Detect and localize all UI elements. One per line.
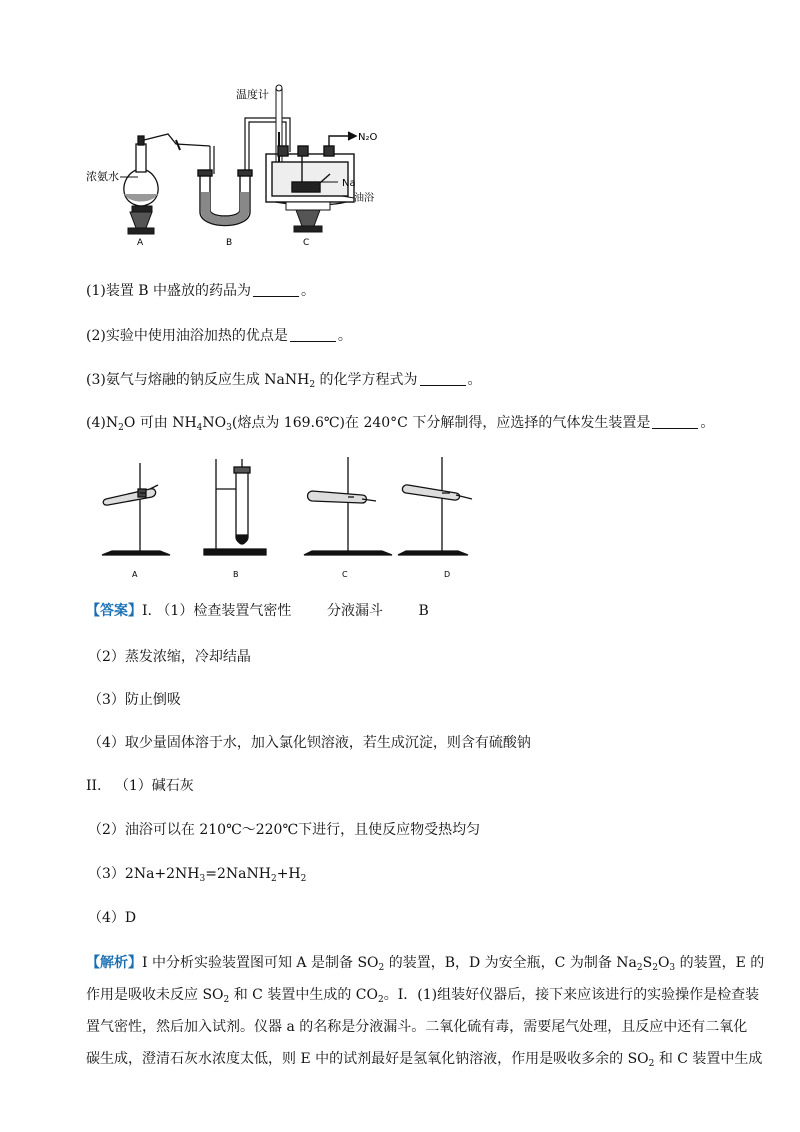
analysis-text: 作用是吸收未反应 SO bbox=[86, 987, 224, 1003]
subscript: 2 bbox=[377, 995, 384, 1005]
analysis-text: 和 C 装置中生成的 CO bbox=[229, 987, 378, 1003]
question-3-rest: 的化学方程式为 bbox=[315, 372, 418, 388]
subscript: 3 bbox=[669, 963, 676, 973]
subscript: 2 bbox=[118, 423, 124, 433]
answer-line-4: （4）取少量固体溶于水，加入氯化钡溶液，若生成沉淀，则含有硫酸钠 bbox=[88, 735, 531, 751]
subscript: 3 bbox=[226, 423, 232, 433]
question-4-text: (熔点为 169.6℃)在 240°C 下分解制得，应选择的气体发生装置是 bbox=[231, 415, 651, 431]
analysis-line-3: 置气密性，然后加入试剂。仪器 a 的名称是分液漏斗。二氧化硫有毒，需要尾气处理，且反应中还有二氧化 bbox=[86, 1019, 748, 1035]
question-3-text: (3)氨气与熔融的钠反应生成 NaNH bbox=[86, 372, 310, 388]
equation-part: +H bbox=[276, 866, 301, 882]
answer-tag: 【答案】 bbox=[86, 603, 142, 619]
label-a: A bbox=[137, 238, 144, 248]
analysis-text: 碳生成，澄清石灰水浓度太低，则 E 中的试剂最好是氢氧化钠溶液，作用是吸收多余的 SO bbox=[86, 1051, 649, 1067]
subscript: 2 bbox=[648, 1059, 655, 1069]
question-1 bbox=[86, 281, 315, 301]
question-3 bbox=[86, 370, 482, 390]
answer-line-5: II. （1）碱石灰 bbox=[86, 778, 194, 794]
subscript: 2 bbox=[309, 380, 316, 390]
burner-c bbox=[286, 202, 330, 232]
option-b-label: B bbox=[233, 570, 239, 579]
subscript: 2 bbox=[300, 874, 307, 884]
label-c: C bbox=[303, 238, 310, 248]
equation-part: （3）2Na+2NH bbox=[88, 866, 200, 882]
label-b: B bbox=[226, 238, 233, 248]
option-c-label: C bbox=[342, 570, 348, 579]
equation-part: =2NaNH bbox=[205, 866, 271, 882]
subscript: 2 bbox=[223, 995, 230, 1005]
analysis-line-1 bbox=[86, 953, 764, 973]
answer-line-2: （2）蒸发浓缩，冷却结晶 bbox=[88, 649, 251, 665]
question-2 bbox=[86, 326, 352, 346]
answer-line-1 bbox=[86, 601, 429, 621]
option-d-label: D bbox=[444, 570, 451, 579]
apparatus-option-c bbox=[304, 457, 392, 555]
subscript: 3 bbox=[199, 874, 206, 884]
answer-blank bbox=[420, 371, 466, 386]
answer-line-1-text: I. （1）检查装置气密性 分液漏斗 B bbox=[142, 603, 429, 619]
question-1-text: (1)装置 B 中盛放的药品为 bbox=[86, 283, 252, 299]
answer-blank bbox=[253, 282, 299, 297]
analysis-line-2 bbox=[86, 985, 759, 1005]
flask-a bbox=[124, 134, 210, 206]
apparatus-option-a bbox=[102, 463, 170, 555]
subscript: 2 bbox=[652, 963, 658, 973]
oil-bath-label: 油浴 bbox=[354, 193, 374, 204]
answer-line-3: （3）防止倒吸 bbox=[88, 692, 181, 708]
ammonia-label: 浓氨水 bbox=[86, 170, 119, 183]
analysis-text: O bbox=[657, 955, 670, 971]
analysis-tag: 【解析】 bbox=[86, 955, 142, 971]
apparatus-option-b bbox=[204, 459, 266, 555]
question-1-suffix: 。 bbox=[301, 283, 316, 299]
na-label: Na bbox=[342, 178, 356, 189]
option-a-label: A bbox=[132, 570, 138, 579]
question-4-text: NO bbox=[202, 415, 227, 431]
question-3-suffix: 。 bbox=[467, 372, 482, 388]
thermometer-label: 温度计 bbox=[236, 88, 269, 101]
analysis-text: 的装置，B，D 为安全瓶，C 为制备 Na bbox=[384, 955, 637, 971]
question-4 bbox=[86, 413, 714, 433]
analysis-text: 。Ⅰ．(1)组装好仪器后，接下来应该进行的实验操作是检查装 bbox=[383, 987, 760, 1003]
subscript: 2 bbox=[270, 874, 277, 884]
options-figure bbox=[92, 455, 482, 583]
answer-line-7 bbox=[88, 864, 306, 884]
n2o-label: N₂O bbox=[358, 132, 378, 143]
analysis-text: I 中分析实验装置图可知 A 是制备 SO bbox=[142, 955, 379, 971]
analysis-text: 和 C 装置中生成 bbox=[654, 1051, 763, 1067]
question-2-text: (2)实验中使用油浴加热的优点是 bbox=[86, 328, 288, 344]
question-4-text: (4)N bbox=[86, 415, 119, 431]
subscript: 2 bbox=[636, 963, 643, 973]
subscript: 4 bbox=[196, 423, 203, 433]
analysis-line-4 bbox=[86, 1049, 762, 1069]
u-tube-b bbox=[198, 170, 252, 226]
subscript: 2 bbox=[378, 963, 385, 973]
question-4-text: O 可由 NH bbox=[123, 415, 197, 431]
answer-blank bbox=[290, 327, 336, 342]
apparatus-option-d bbox=[398, 457, 472, 555]
analysis-text: 的装置，E 的 bbox=[675, 955, 765, 971]
question-2-suffix: 。 bbox=[337, 328, 352, 344]
answer-line-6: （2）油浴可以在 210℃～220℃下进行，且使反应物受热均匀 bbox=[88, 822, 481, 838]
burner-a bbox=[128, 206, 154, 234]
answer-line-8: （4）D bbox=[88, 910, 137, 926]
apparatus-figure bbox=[80, 82, 400, 252]
question-4-suffix: 。 bbox=[700, 415, 715, 431]
analysis-text: S bbox=[642, 955, 653, 971]
answer-blank bbox=[652, 414, 698, 429]
